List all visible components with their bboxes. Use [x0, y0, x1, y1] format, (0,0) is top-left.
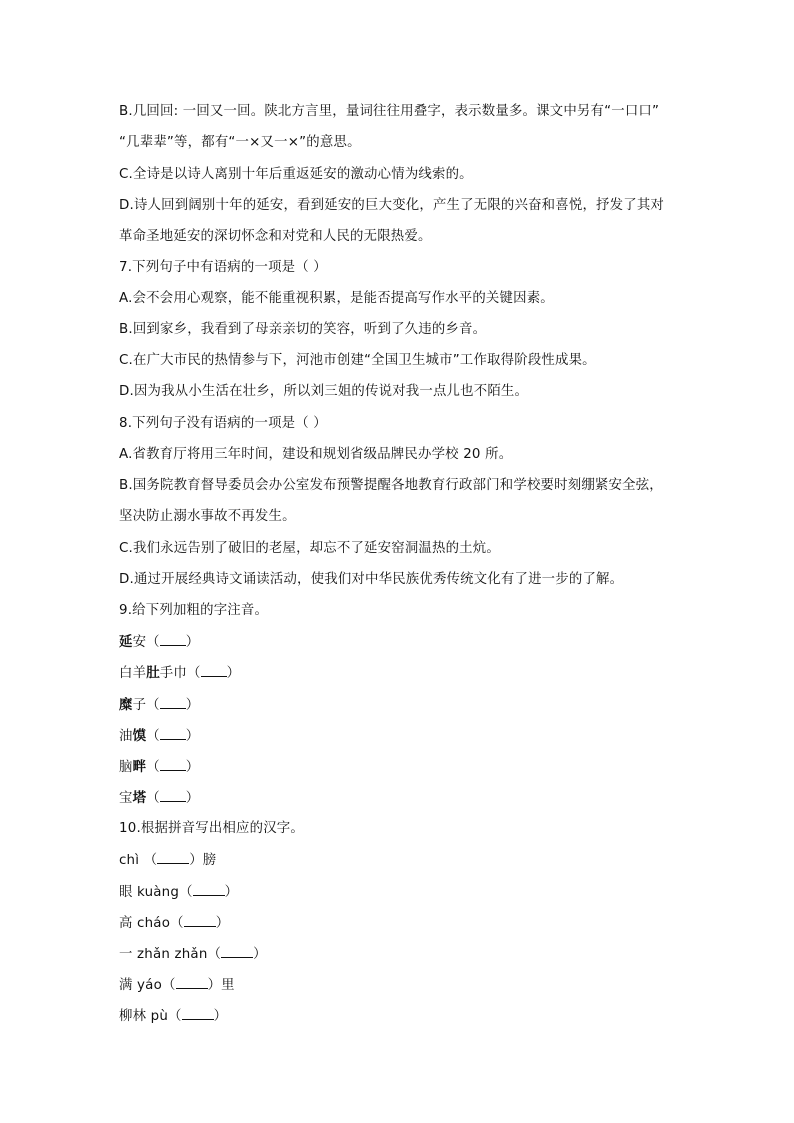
q10-item [119, 944, 679, 965]
q10-item-prefix: 高 cháo（ [119, 916, 184, 931]
answer-blank[interactable] [160, 788, 186, 802]
q9-item [119, 632, 679, 653]
q10-item-suffix: ） [253, 947, 267, 962]
q9-item-bold-char: 糜 [119, 698, 133, 713]
q9-item-suffix: （ [146, 760, 160, 775]
answer-blank[interactable] [193, 882, 225, 896]
q9-item-suffix: 子（ [132, 698, 160, 713]
q10-item-suffix: ） [224, 885, 239, 900]
answer-blank[interactable] [160, 632, 186, 646]
answer-blank[interactable] [160, 726, 186, 740]
q8-option-b-line1: B.国务院教育督导委员会办公室发布预警提醒各地教育行政部门和学校要时刻绷紧安全弦， [119, 478, 663, 493]
q9-item-suffix: （ [146, 729, 160, 744]
q10-item-prefix: 一 zhǎn zhǎn（ [119, 947, 222, 962]
q6-option-b-line2: “几辈辈”等，都有“一×又一×”的意思。 [119, 135, 361, 150]
q9-item-bold-char: 延 [119, 635, 133, 650]
q9-stem: 9.给下列加粗的字注音。 [119, 603, 269, 618]
q9-item-bold-char: 塔 [132, 791, 147, 806]
q8-option-d: D.通过开展经典诗文诵读活动，使我们对中华民族优秀传统文化有了进一步的了解。 [119, 572, 624, 587]
answer-blank[interactable] [182, 1006, 214, 1020]
q8-stem: 8.下列句子没有语病的一项是（ ） [119, 416, 327, 431]
q9-item-close: ） [185, 791, 200, 806]
q9-item [119, 788, 679, 809]
q7-stem: 7.下列句子中有语病的一项是（ ） [119, 260, 327, 275]
q9-item-close: ） [185, 698, 200, 713]
q9-item-prefix: 白羊 [119, 666, 147, 681]
q10-item [119, 913, 679, 934]
q6-option-c: C.全诗是以诗人离别十年后重返延安的激动心情为线索的。 [119, 167, 473, 182]
q7-option-b: B.回到家乡，我看到了母亲亲切的笑容，听到了久违的乡音。 [119, 322, 487, 337]
q10-item-prefix: 满 yáo（ [119, 978, 176, 993]
answer-blank[interactable] [201, 663, 227, 677]
q6-option-d-line1: D.诗人回到阔别十年的延安，看到延安的巨大变化，产生了无限的兴奋和喜悦，抒发了其对 [119, 198, 664, 213]
q10-item-suffix: ）里 [207, 978, 235, 993]
q7-option-d: D.因为我从小生活在壮乡，所以刘三姐的传说对我一点儿也不陌生。 [119, 384, 529, 399]
answer-blank[interactable] [184, 913, 216, 927]
q9-item [119, 726, 679, 747]
q9-item-close: ） [226, 666, 241, 681]
answer-blank[interactable] [157, 850, 189, 864]
q9-item-close: ） [185, 760, 200, 775]
q7-option-c: C.在广大市民的热情参与下，河池市创建“全国卫生城市”工作取得阶段性成果。 [119, 353, 596, 368]
q8-option-a: A.省教育厅将用三年时间，建设和规划省级品牌民办学校 20 所。 [119, 447, 513, 462]
q9-item-prefix: 油 [119, 729, 133, 744]
q9-item-bold-char: 馍 [132, 729, 147, 744]
q9-item-prefix: 脑 [119, 760, 133, 775]
q8-option-c: C.我们永远告别了破旧的老屋，却忘不了延安窑洞温热的土炕。 [119, 541, 500, 556]
answer-blank[interactable] [221, 944, 253, 958]
q10-item-prefix: 眼 kuàng（ [119, 885, 193, 900]
q9-item [119, 695, 679, 716]
q10-item [119, 975, 679, 996]
q9-item-suffix: 手巾（ [159, 666, 201, 681]
q10-item-suffix: ） [215, 916, 230, 931]
q7-option-a: A.会不会用心观察，能不能重视积累，是能否提高写作水平的关键因素。 [119, 291, 554, 306]
q9-item-close: ） [185, 729, 200, 744]
q9-item-bold-char: 畔 [132, 760, 147, 775]
q9-item [119, 663, 679, 684]
answer-blank[interactable] [160, 695, 186, 709]
q10-item [119, 882, 679, 903]
q9-item-close: ） [185, 635, 200, 650]
q10-item [119, 850, 679, 871]
q10-item [119, 1006, 679, 1027]
q6-option-b-line1: B.几回回: 一回又一回。陕北方言里，量词往往用叠字，表示数量多。课文中另有“一口口” [119, 104, 660, 119]
answer-blank[interactable] [160, 757, 186, 771]
q10-stem: 10.根据拼音写出相应的汉字。 [119, 821, 304, 836]
q10-item-suffix: ）膀 [189, 853, 217, 868]
q10-item-prefix: chì （ [119, 853, 158, 868]
q9-item-bold-char: 肚 [146, 666, 160, 681]
q9-item-suffix: 安（ [132, 635, 160, 650]
q6-option-d-line2: 革命圣地延安的深切怀念和对党和人民的无限热爱。 [119, 229, 432, 244]
q9-item-suffix: （ [146, 791, 160, 806]
q9-item-prefix: 宝 [119, 791, 133, 806]
q10-item-prefix: 柳林 pù（ [119, 1009, 182, 1024]
q9-item [119, 757, 679, 778]
q8-option-b-line2: 坚决防止溺水事故不再发生。 [119, 509, 296, 524]
q10-item-suffix: ） [213, 1009, 228, 1024]
answer-blank[interactable] [176, 975, 208, 989]
